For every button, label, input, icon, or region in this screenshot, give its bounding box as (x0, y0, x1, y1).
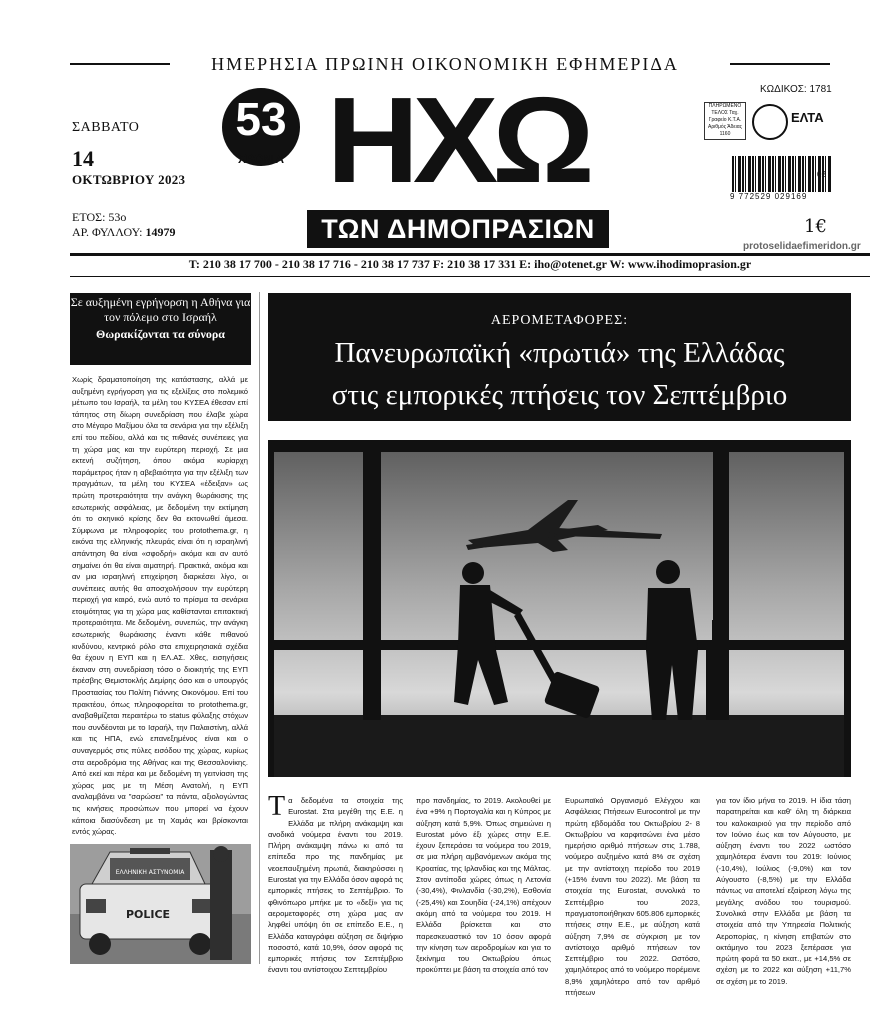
contacts-line: T: 210 38 17 700 - 210 38 17 716 - 210 38 17 737 F: 210 38 17 331 E: iho@otenet.gr W: www.ihodimoprasion.gr (188, 257, 752, 271)
issue-sheet-label: ΑΡ. ΦΥΛΛΟΥ: (72, 225, 143, 239)
article-column-3: Ευρωπαϊκό Οργανισμό Ελέγχου και Ασφάλειας Πτήσεων Eurocontrol με την πρώτη εβδομάδα του Οκτωβρίου 2- 8 Οκτωβρίου να καρφιτσώνει ένα μέσο ημερήσιο αριθμό πτήσεων στις 1.788, νούμερο αυξημένο κατά 8% σε σχέση με την αντίστοιχη περίοδο του 2019 (+15% έναντι του 2022). Με βάση τα στοιχεία της Eurostat, συνολικά το Σεπτέμβριο του 2023, πραγματοποιήθηκαν 605.806 εμπορικές πτήσεις στην Ε.Ε., με αύξηση κατά αύξηση 7,9% σε σύγκριση με τον αντίστοιχο αριθμό πτήσεων τον Σεπτέμβριο του 2022. Ωστόσο, χαμηλότερος από το νούμερο πορέμεινε 8,9% χαμηλότερο από τον αριθμό πτήσεων (565, 796, 700, 998)
main-story-header (268, 293, 851, 421)
side-story-subheadline: Θωρακίζονται τα σύνορα (96, 327, 225, 341)
masthead-subtitle: ΤΩΝ ΔΗΜΟΠΡΑΣΙΩΝ (307, 210, 609, 248)
airport-illustration (268, 440, 851, 777)
article-column-4: για τον ίδιο μήνα το 2019. Η ίδια τάση παρατηρείται και καθ' όλη τη διάρκεια του καλοκαιριού για την περίοδο από τον Ιούνιο έως και τον Αύγουστο, με αύξηση έναντι του 2022 ωστόσο χαμηλότερα έναντι του 2019: Ιούνιος (-10,4%), Ιούλιος (-9,0%) και τον Αύγουστο (-8,5%) με την Ελλάδα πάντως να αποτελεί εξαίρεση λόγω της μεγάλης ανόδου του τουρισμού. Συνολικά στην Ελλάδα με βάση τα στοιχεία από την Υπηρεσία Πολιτικής Αεροπορίας, η κίνηση επιβατών στο οκτάμηνο του 2023 ξεπέρασε για πρώτη φορά τα 50 εκατ., με +14,5% σε σχέση με το 2022 και αύξηση +11,7% σε σχέση με το 2019. (716, 796, 851, 986)
column-divider (259, 292, 260, 964)
masthead-title: ΗΧΩ (326, 72, 589, 208)
price: 1€ (804, 216, 827, 237)
barcode-number: 9 772529 029169 (730, 192, 808, 201)
car-police-label: POLICE (125, 908, 171, 921)
car-rear-label: ΕΛΛΗΝΙΚΗ ΑΣΤΥΝΟΜΙΑ (115, 869, 185, 876)
drop-cap: Τ (268, 791, 286, 822)
police-car-photo (70, 844, 251, 964)
contacts-rule-bottom (70, 276, 870, 277)
article-column-1-text: α δεδομένα τα στοιχεία της Eurostat. Στα μεγέθη της Ε.Ε. η Ελλάδα με πλήρη ανάκαμψη και ανοδικά νούμερα έναντι του 2019. Πλήρη ανάκαμψη πάνω κι από τα επίπεδα προ της πανδημίας με νεοεπαυξημένη πρωτιά, διακηρύσσει η Eurostat για την Ελλάδα όσον αφορά τις εμπορικές πτήσεις το Σεπτέμβριο. Το φθινόπωρο μπήκε με το «δεξί» για τις αερομεταφορές στη χώρα μας αν ληφθεί υπόψη ότι σε επίπεδο Ε.Ε., η Ελλάδα καταγράφει αύξηση σε διψήφιο ποσοστό, κατά 10,9%, όσον αφορά τις εμπορικές πτήσεις τον Σεπτέμβριο έναντι του αντίστοιχου Σεπτεμβρίου (268, 796, 403, 975)
code-label: ΚΩΔΙΚΟΣ: 1781 (760, 84, 832, 95)
issue-sheet-number: 14979 (145, 225, 176, 239)
watermark: protoselidaefimeridon.gr (743, 241, 861, 252)
side-story-body: Χωρίς δραματοποίηση της κατάστασης, αλλά με αυξημένη εγρήγορση για τις εξελίξεις στο πολεμικό μέτωπο του Ισραήλ, τα μέλη του ΚΥΣΕΑ έθεσαν επί τάπητος στη δίωρη συνεδρίαση που έλαβε χώρα στο Μέγαρο Μαξίμου όλα τα σενάρια για την εξέλιξη επί του πεδίου, αλλά και τις πιθανές συνέπειες για τη χώρα μας και την ευρύτερη περιοχή. Σε μια εκτενή συζήτηση, όπου ακόμα κυρίαρχη παράμετρος ήταν η αβεβαιότητα για την εξέλιξη των πραγμάτων, τα μέλη του ΚΥΣΕΑ «έδειξαν» ως πρώτη προτεραιότητα την ανάγκη θωράκισης της εσωτερικής ασφάλειας, με δεδομένη την εκτίμηση ότι το σκηνικό κρίσης δεν θα εκτονωθεί άμεσα. Σύμφωνα με πληροφορίες του protothema.gr, η εικόνα της ελληνικής πλευράς είναι ότι η ισραηλινή απάντηση θα είναι «σφοδρή» ακόμα και αν αυτό σημαίνει ότι θα είναι αιματηρή. Πρακτικά, ακόμα και αν μια ισραηλινή επιχείρηση διαρκέσει λίγο, οι συνέπειες αυτής θα αποσχολήσουν την ευρύτερη περιοχή για καιρό, ενώ αυτό το πρίσμα τα σενάρια ετοιμότητας για τη χώρα μας καθίστανται επιτακτική προτεραιότητα. Με δεδομένη, συνεπώς, την ανάγκη εσωτερικής θωράκισης έναντι κάθε πιθανού κινδύνου, κεντρικό ρόλο στα επιχειρησιακά σχέδια θα έχουν η ΕΥΠ και η ΕΛ.ΑΣ. Χθες, εισηγήσεις έκαναν στη συνεδρίαση τόσο ο διοικητής της ΕΥΠ πρέσβης Θεμιστοκλής Δεμίρης όσο και ο υπουργός Προστασίας του Πολίτη Γιάννης Οικονόμου. Επί του πρακτέου, όπως πληροφορείται το protothema.gr, αναβαθμίζεται περαιτέρω το status φύλαξης στόχων που συνδέονται με το Ισραήλ, την Παλαιστίνη, αλλά και τις ΗΠΑ, ενώ επανεξημένος είναι και ο συναγερμός στις πύλες εισόδου της χώρας, κυρίως στα αεροδρόμια της Αθήνας και της Θεσσαλονίκης. Από εκεί και πέρα και με δεδομένη τη γειτνίαση της χώρας μας με τη Μέση Ανατολή, η ΕΥΠ αναλαμβάνει να "σαρώσει" τα πάντα, αξιολογώντας τις κινήσεις προσώπων που μπορεί να έχουν κάποια διασύνδεση με τη Χαμάς και βρίσκονται εντός χώρας. (72, 375, 248, 837)
day-number: 14 (72, 146, 94, 171)
weekday: ΣΑΒΒΑΤΟ (72, 120, 140, 135)
barcode-suffix: 02 (817, 170, 826, 179)
main-kicker: ΑΕΡΟΜΕΤΑΦΟΡΕΣ: (490, 313, 629, 328)
issue-info (72, 210, 175, 240)
postage-stamp: ΠΛΗΡΩΜΕΝΟ ΤΕΛΟΣ Ταχ. Γραφείο Κ.Τ.Α. Αριθμός Άδειας 1160 (704, 102, 746, 140)
contacts-rule-top (70, 253, 870, 256)
issue-year: ΕΤΟΣ: 53ο (72, 210, 127, 224)
airport-photo (268, 440, 851, 777)
main-headline-line-2: στις εμπορικές πτήσεις τον Σεπτέμβριο (331, 379, 788, 411)
anniversary-label: ΧΡΟΝΙΑ (237, 152, 284, 166)
main-headline-line-1: Πανευρωπαϊκή «πρωτιά» της Ελλάδας (334, 337, 785, 369)
article-column-1 (268, 791, 403, 975)
side-story-headline: Σε αυξημένη εγρήγορση η Αθήνα για τον πόλεμο στο Ισραήλ (70, 295, 251, 324)
elta-logo: ΕΛΤΑ (791, 110, 824, 125)
police-car-illustration (70, 844, 251, 964)
article-column-2: προ πανδημίας, το 2019. Ακολουθεί με ένα +9% η Πορτογαλία και η Κύπρος με αύξηση κατά 5,9%. Όπως σημειώνει η Eurostat μόνο έξι χώρες στην Ε.Ε. έχουν ξεπεράσει τα νούμερα του 2019, σε μια πλήρη αμβανόμενων ακόμα της Κροατίας, της Ιρλανδίας και της Μάλτας. Στον αντίποδα χώρες όπως η Λετονία (-30,4%), Φινλανδία (-30,2%), Εσθονία (-25,4%) και Σουηδία (-24,1%) απέχουν ακόμη από τα νούμερα του 2019. Η Ελλάδα βρίσκεται και στο παρεσκευαστικό τον 10 όσον αφορά την κίνηση των αεροδρομίων και για το ξεκίνημα του Οκτωβρίου όπως προκύπτει με βάση τα στοιχεία από τον (416, 796, 551, 975)
side-story-header (70, 293, 251, 365)
date-block (72, 120, 185, 188)
tagline: ΗΜΕΡΗΣΙΑ ΠΡΩΙΝΗ ΟΙΚΟΝΟΜΙΚΗ ΕΦΗΜΕΡΙΔΑ (211, 54, 679, 74)
month-year: ΟΚΤΩΒΡΙΟΥ 2023 (72, 172, 186, 187)
seal-icon (752, 104, 788, 140)
issue-sheet (72, 225, 175, 240)
anniversary-number: 53 (235, 93, 287, 145)
